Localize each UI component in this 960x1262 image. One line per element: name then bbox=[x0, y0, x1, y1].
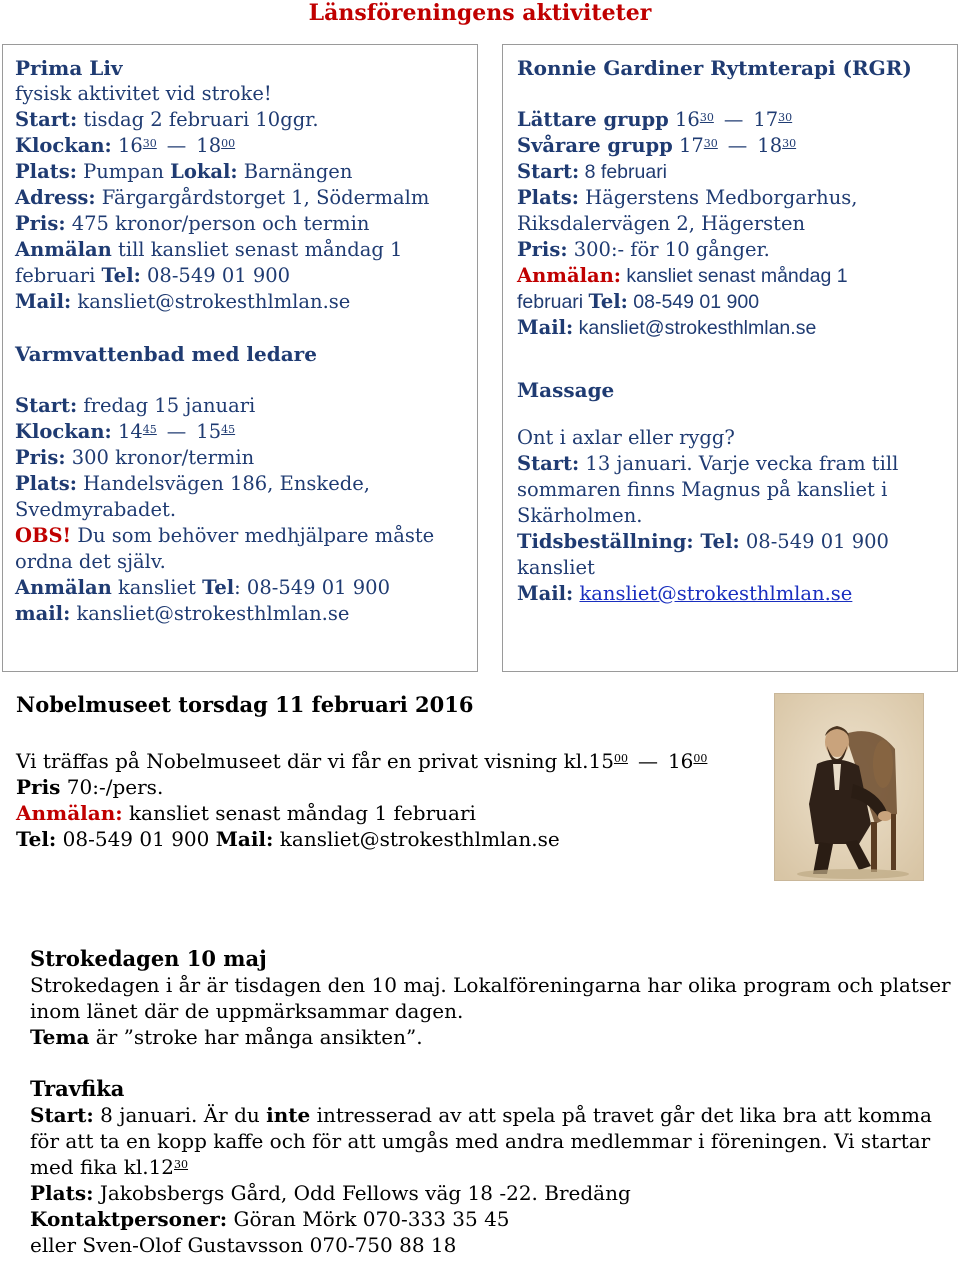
page-title: Länsföreningens aktiviteter bbox=[308, 0, 652, 26]
massage-heading: Massage bbox=[517, 378, 615, 402]
anmalan-label: Anmälan bbox=[15, 238, 112, 261]
bottom-section bbox=[30, 946, 950, 1258]
fika-time: med fika kl.12 bbox=[30, 1155, 175, 1179]
time-to-minute: 00 bbox=[221, 137, 236, 150]
nobel-contact bbox=[16, 826, 756, 852]
time-to-minute: 30 bbox=[782, 137, 797, 150]
travfika-kontakt-cont: eller Sven-Olof Gustavsson 070-750 88 18 bbox=[30, 1233, 457, 1257]
plats-value: Pumpan bbox=[76, 160, 171, 183]
time-from-minute: 45 bbox=[142, 423, 157, 436]
time-to-minute: 00 bbox=[693, 752, 708, 765]
rgr-anmalan bbox=[517, 263, 943, 289]
time-to-hour: 15 bbox=[196, 420, 222, 443]
mail-label: Mail: bbox=[517, 582, 574, 605]
spacer bbox=[16, 718, 756, 748]
massage-start bbox=[517, 451, 943, 477]
start-value: fredag 15 januari bbox=[77, 394, 256, 417]
tel-value: 08-549 01 900 bbox=[627, 291, 760, 313]
pris-value: 300 kronor/termin bbox=[65, 446, 255, 469]
dash: — bbox=[727, 134, 748, 157]
nobel-section bbox=[16, 692, 756, 852]
nobel-line1 bbox=[16, 748, 756, 774]
plats-value: Hägerstens Medborgarhus, bbox=[578, 186, 858, 209]
anmalan-value: kansliet senast måndag 1 bbox=[621, 265, 848, 287]
prima-liv-subtitle: fysisk aktivitet vid stroke! bbox=[15, 82, 272, 105]
rgr-hard-group bbox=[517, 133, 943, 159]
start-value: 8 februari bbox=[579, 161, 668, 183]
rgr-heading: Ronnie Gardiner Rytmterapi (RGR) bbox=[517, 56, 912, 80]
dash: — bbox=[166, 420, 187, 443]
nobel-portrait-image bbox=[774, 693, 924, 881]
mail-value: kansliet@strokesthlmlan.se bbox=[71, 290, 351, 313]
rgr-tel bbox=[517, 289, 943, 315]
tel-label: Tel: bbox=[16, 827, 57, 851]
inte-emphasis: inte bbox=[266, 1103, 311, 1127]
travfika-plats bbox=[30, 1180, 950, 1206]
tel-label: Tel: bbox=[101, 264, 141, 287]
mail-label: Mail: bbox=[215, 827, 274, 851]
prima-liv-pris bbox=[15, 211, 465, 237]
varmvattenbad-plats-cont: Svedmyrabadet. bbox=[15, 498, 177, 521]
nobel-visit-text: Vi träffas på Nobelmuseet där vi får en privat visning kl. bbox=[16, 749, 589, 773]
varmvattenbad-mail bbox=[15, 601, 465, 627]
rgr-easy-group bbox=[517, 107, 943, 133]
spacer bbox=[15, 367, 465, 393]
anmalan-label: Anmälan: bbox=[16, 801, 123, 825]
portrait-illustration bbox=[775, 694, 923, 880]
nobel-anmalan bbox=[16, 800, 756, 826]
prima-liv-time bbox=[15, 133, 465, 159]
time-from-hour: 15 bbox=[588, 749, 614, 773]
anmalan-value: till kansliet senast måndag 1 bbox=[111, 238, 403, 261]
start-value: 8 januari. Är du bbox=[93, 1103, 267, 1127]
time-from-minute: 30 bbox=[699, 111, 714, 124]
varmvattenbad-time bbox=[15, 419, 465, 445]
travfika-kontakt bbox=[30, 1206, 950, 1232]
varmvattenbad-anmalan bbox=[15, 575, 465, 601]
plats-value: Jakobsbergs Gård, Odd Fellows väg 18 -22. Bredäng bbox=[93, 1181, 631, 1205]
pris-value: 475 kronor/person och termin bbox=[65, 212, 370, 235]
dash: — bbox=[723, 108, 744, 131]
tid-value: 08-549 01 900 bbox=[739, 530, 889, 553]
prima-liv-adress bbox=[15, 185, 465, 211]
mail-value: kansliet@strokesthlmlan.se bbox=[573, 317, 817, 339]
lokal-value: Barnängen bbox=[237, 160, 353, 183]
dash: — bbox=[637, 749, 658, 773]
spacer bbox=[30, 1050, 950, 1076]
start-rest: intresserad av att spela på travet går det lika bra att komma bbox=[310, 1103, 932, 1127]
mail-label: Mail: bbox=[517, 316, 574, 339]
tel-label: Tel bbox=[202, 576, 235, 599]
obs-value: Du som behöver medhjälpare måste bbox=[71, 524, 435, 547]
rgr-plats-cont: Riksdalervägen 2, Hägersten bbox=[517, 212, 806, 235]
pris-label: Pris: bbox=[15, 446, 66, 469]
travfika-line2: för att ta en kopp kaffe och för att umgås med andra medlemmar i föreningen. Vi startar bbox=[30, 1129, 931, 1153]
varmvattenbad-start bbox=[15, 393, 465, 419]
time-from-hour: 14 bbox=[111, 420, 143, 443]
strokedagen-line1: Strokedagen i år är tisdagen den 10 maj. Lokalföreningarna har olika program och platser bbox=[30, 973, 951, 997]
rgr-plats bbox=[517, 185, 943, 211]
anmalan-label: Anmälan bbox=[15, 576, 112, 599]
prima-liv-anmalan bbox=[15, 237, 465, 263]
time-from-hour: 16 bbox=[111, 134, 143, 157]
start-value: tisdag 2 februari 10ggr. bbox=[77, 108, 319, 131]
time-to-hour: 18 bbox=[757, 134, 783, 157]
adress-value: Färgargårdstorget 1, Södermalm bbox=[95, 186, 430, 209]
plats-label: Plats: bbox=[15, 472, 77, 495]
strokedagen-heading: Strokedagen 10 maj bbox=[30, 946, 267, 971]
start-rest: Varje vecka fram till bbox=[692, 452, 899, 475]
adress-label: Adress: bbox=[15, 186, 96, 209]
prima-liv-start bbox=[15, 107, 465, 133]
time-from-minute: 30 bbox=[142, 137, 157, 150]
pris-value: 70:-/pers. bbox=[60, 775, 164, 799]
rgr-pris bbox=[517, 237, 943, 263]
time-from-hour: 17 bbox=[672, 134, 704, 157]
prima-liv-mail bbox=[15, 289, 465, 315]
plats-value: Handelsvägen 186, Enskede, bbox=[76, 472, 370, 495]
klockan-label: Klockan: bbox=[15, 134, 112, 157]
obs-label: OBS! bbox=[15, 524, 72, 547]
varmvattenbad-heading: Varmvattenbad med ledare bbox=[15, 342, 317, 366]
anmalan-cont: februari bbox=[15, 264, 102, 287]
time-to-minute: 45 bbox=[221, 423, 236, 436]
massage-line1: Ont i axlar eller rygg? bbox=[517, 426, 735, 449]
kontakt-value: Göran Mörk 070-333 35 45 bbox=[227, 1207, 510, 1231]
prima-liv-tel bbox=[15, 263, 465, 289]
travfika-heading: Travfika bbox=[30, 1076, 125, 1101]
massage-line6: kansliet bbox=[517, 556, 595, 579]
time-from-minute: 00 bbox=[613, 752, 628, 765]
plats-label: Plats: bbox=[517, 186, 579, 209]
pris-label: Pris bbox=[16, 775, 61, 799]
tel-value: 08-549 01 900 bbox=[56, 827, 216, 851]
activity-box-right bbox=[502, 44, 958, 672]
start-label: Start: bbox=[517, 160, 580, 183]
spacer bbox=[517, 81, 943, 107]
tema-value: är ”stroke har många ansikten”. bbox=[89, 1025, 423, 1049]
rgr-start bbox=[517, 159, 943, 185]
start-label: Start: bbox=[15, 108, 78, 131]
anmalan-label: Anmälan: bbox=[517, 264, 621, 287]
nobel-pris bbox=[16, 774, 756, 800]
anmalan-value: kansliet senast måndag 1 februari bbox=[122, 801, 476, 825]
pris-label: Pris: bbox=[517, 238, 568, 261]
start-value: 13 januari. bbox=[579, 452, 693, 475]
time-to-hour: 17 bbox=[753, 108, 779, 131]
pris-label: Pris: bbox=[15, 212, 66, 235]
spacer bbox=[517, 341, 943, 377]
pris-value: 300:- för 10 gånger. bbox=[567, 238, 770, 261]
nobel-heading: Nobelmuseet torsdag 11 februari 2016 bbox=[16, 692, 474, 717]
time-to-minute: 30 bbox=[778, 111, 793, 124]
travfika-start bbox=[30, 1102, 950, 1128]
start-label: Start: bbox=[30, 1103, 94, 1127]
mail-label: mail: bbox=[15, 602, 71, 625]
travfika-line3 bbox=[30, 1154, 950, 1180]
time-from-hour: 16 bbox=[668, 108, 700, 131]
massage-line3: sommaren finns Magnus på kansliet i bbox=[517, 478, 888, 501]
varmvattenbad-pris bbox=[15, 445, 465, 471]
rgr-mail bbox=[517, 315, 943, 341]
hard-label: Svårare grupp bbox=[517, 134, 673, 157]
time-from-minute: 30 bbox=[703, 137, 718, 150]
klockan-label: Klockan: bbox=[15, 420, 112, 443]
kontakt-label: Kontaktpersoner: bbox=[30, 1207, 228, 1231]
spacer bbox=[15, 315, 465, 341]
time-to-hour: 18 bbox=[196, 134, 222, 157]
plats-label: Plats: bbox=[15, 160, 77, 183]
tema-label: Tema bbox=[30, 1025, 90, 1049]
varmvattenbad-plats bbox=[15, 471, 465, 497]
email-link[interactable]: kansliet@strokesthlmlan.se bbox=[579, 582, 853, 605]
tel-value: : 08-549 01 900 bbox=[234, 576, 390, 599]
fika-time-minute: 30 bbox=[174, 1158, 189, 1171]
massage-tidsbestallning bbox=[517, 529, 943, 555]
prima-liv-heading: Prima Liv bbox=[15, 56, 123, 80]
start-label: Start: bbox=[15, 394, 78, 417]
massage-mail bbox=[517, 581, 943, 607]
massage-line4: Skärholmen. bbox=[517, 504, 643, 527]
start-label: Start: bbox=[517, 452, 580, 475]
activity-box-left bbox=[2, 44, 478, 672]
spacer bbox=[517, 403, 943, 425]
tid-label: Tidsbeställning: Tel: bbox=[517, 530, 740, 553]
varmvattenbad-obs-cont: ordna det själv. bbox=[15, 550, 166, 573]
strokedagen-tema bbox=[30, 1024, 950, 1050]
varmvattenbad-obs bbox=[15, 523, 465, 549]
anmalan-cont: februari bbox=[517, 291, 589, 313]
tel-value: 08-549 01 900 bbox=[140, 264, 291, 287]
easy-label: Lättare grupp bbox=[517, 108, 669, 131]
plats-label: Plats: bbox=[30, 1181, 94, 1205]
strokedagen-line2: inom länet där de uppmärksammar dagen. bbox=[30, 999, 464, 1023]
mail-value: kansliet@strokesthlmlan.se bbox=[70, 602, 350, 625]
tel-label: Tel: bbox=[588, 290, 628, 313]
dash: — bbox=[166, 134, 187, 157]
mail-label: Mail: bbox=[15, 290, 72, 313]
time-to-hour: 16 bbox=[667, 749, 694, 773]
anmalan-value: kansliet bbox=[111, 576, 203, 599]
mail-value: kansliet@strokesthlmlan.se bbox=[273, 827, 560, 851]
lokal-label: Lokal: bbox=[170, 160, 238, 183]
prima-liv-plats bbox=[15, 159, 465, 185]
